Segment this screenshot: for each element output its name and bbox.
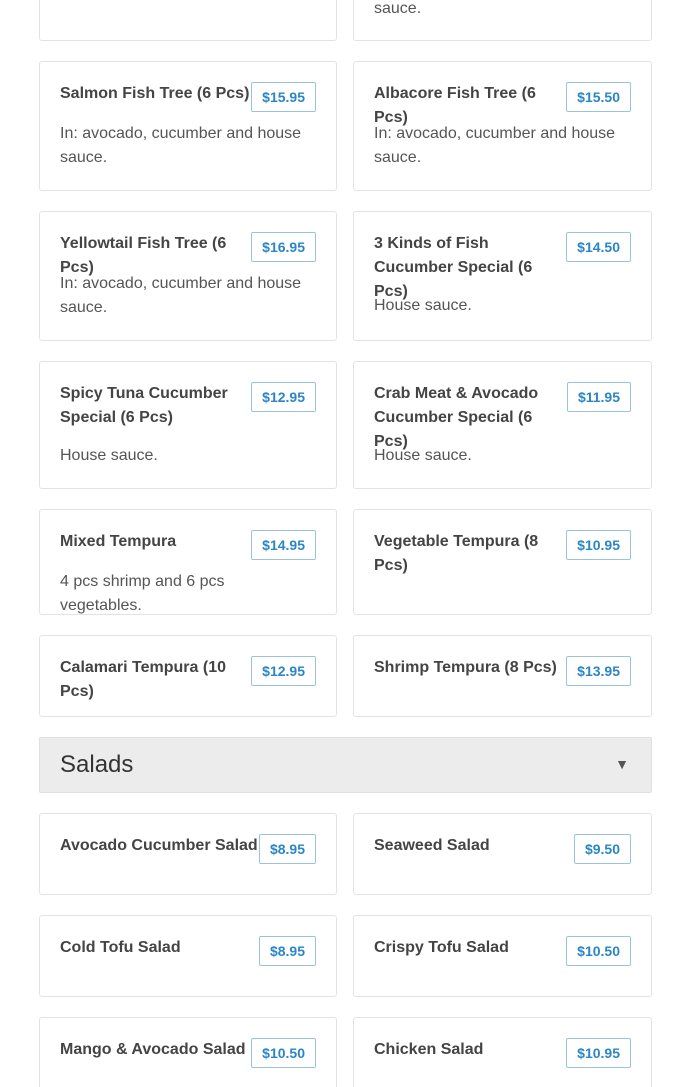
- menu-item-price[interactable]: $12.95: [251, 382, 316, 412]
- menu-item-description: House sauce.: [60, 447, 158, 464]
- menu-item-card[interactable]: [353, 813, 652, 895]
- menu-item-card[interactable]: [39, 915, 337, 997]
- menu-item-price[interactable]: $8.95: [259, 834, 316, 864]
- menu-item-name: Crispy Tofu Salad: [374, 939, 509, 956]
- menu-item-description: In: avocado, cucumber and house sauce.: [60, 275, 302, 316]
- menu-item-description: House sauce.: [374, 297, 472, 314]
- menu-item-price[interactable]: $16.95: [251, 232, 316, 262]
- menu-item-price[interactable]: $10.95: [566, 530, 631, 560]
- menu-item-name: Vegetable Tempura (8 Pcs): [374, 533, 539, 574]
- menu-item-description: In: avocado, cucumber and house sauce.: [60, 125, 302, 166]
- menu-item-description: House sauce.: [374, 447, 472, 464]
- menu-item-price[interactable]: $9.50: [574, 834, 631, 864]
- menu-item-name: Seaweed Salad: [374, 837, 490, 854]
- menu-item-card[interactable]: [39, 509, 337, 615]
- menu-item-card[interactable]: [353, 211, 652, 341]
- menu-item-card[interactable]: [353, 509, 652, 615]
- menu-item-card[interactable]: [39, 1017, 337, 1087]
- section-title: Salads: [60, 751, 134, 778]
- salads-section-header[interactable]: [39, 737, 652, 793]
- menu-item-name: Mango & Avocado Salad: [60, 1041, 246, 1058]
- menu-item-name: Chicken Salad: [374, 1041, 484, 1058]
- menu-item-name: Spicy Tuna Cucumber Special (6 Pcs): [60, 385, 228, 426]
- menu-item-price[interactable]: $8.95: [259, 936, 316, 966]
- menu-item-price[interactable]: $15.95: [251, 82, 316, 112]
- menu-item-name: Calamari Tempura (10 Pcs): [60, 659, 226, 700]
- menu-item-price[interactable]: $10.50: [251, 1038, 316, 1068]
- menu-item-card[interactable]: [39, 635, 337, 717]
- menu-item-price[interactable]: $14.50: [566, 232, 631, 262]
- menu-item-card[interactable]: [353, 635, 652, 717]
- menu-item-name: Cold Tofu Salad: [60, 939, 181, 956]
- menu-item-description: sauce.: [374, 0, 422, 17]
- menu-item-card[interactable]: [353, 1017, 652, 1087]
- menu-item-card[interactable]: [39, 211, 337, 341]
- menu-item-card[interactable]: [39, 361, 337, 489]
- menu-item-name: Crab Meat & Avocado Cucumber Special (6 Pcs): [374, 385, 539, 450]
- menu-item-description: 4 pcs shrimp and 6 pcs vegetables.: [60, 573, 225, 614]
- menu-item-card[interactable]: [353, 0, 652, 41]
- menu-item-name: Shrimp Tempura (8 Pcs): [374, 659, 557, 676]
- menu-item-price[interactable]: $10.95: [566, 1038, 631, 1068]
- menu-item-price[interactable]: $13.95: [566, 656, 631, 686]
- menu-item-name: Albacore Fish Tree (6 Pcs): [374, 85, 536, 126]
- menu-item-name: Avocado Cucumber Salad: [60, 837, 258, 854]
- menu-item-name: Salmon Fish Tree (6 Pcs): [60, 85, 250, 102]
- menu-item-name: 3 Kinds of Fish Cucumber Special (6 Pcs): [374, 235, 533, 300]
- menu-item-card[interactable]: [353, 915, 652, 997]
- menu-item-name: Mixed Tempura: [60, 533, 177, 550]
- menu-item-card[interactable]: [39, 0, 337, 41]
- menu-item-price[interactable]: $15.50: [566, 82, 631, 112]
- menu-item-card[interactable]: [39, 61, 337, 191]
- caret-down-icon[interactable]: ▼: [615, 756, 629, 772]
- menu-item-price[interactable]: $10.50: [566, 936, 631, 966]
- menu-item-price[interactable]: $14.95: [251, 530, 316, 560]
- menu-item-card[interactable]: [39, 813, 337, 895]
- menu-item-card[interactable]: [353, 361, 652, 489]
- menu-item-price[interactable]: $11.95: [567, 382, 631, 412]
- menu-item-price[interactable]: $12.95: [251, 656, 316, 686]
- menu-item-name: Yellowtail Fish Tree (6 Pcs): [60, 235, 227, 276]
- menu-item-description: In: avocado, cucumber and house sauce.: [374, 125, 616, 166]
- menu-item-card[interactable]: [353, 61, 652, 191]
